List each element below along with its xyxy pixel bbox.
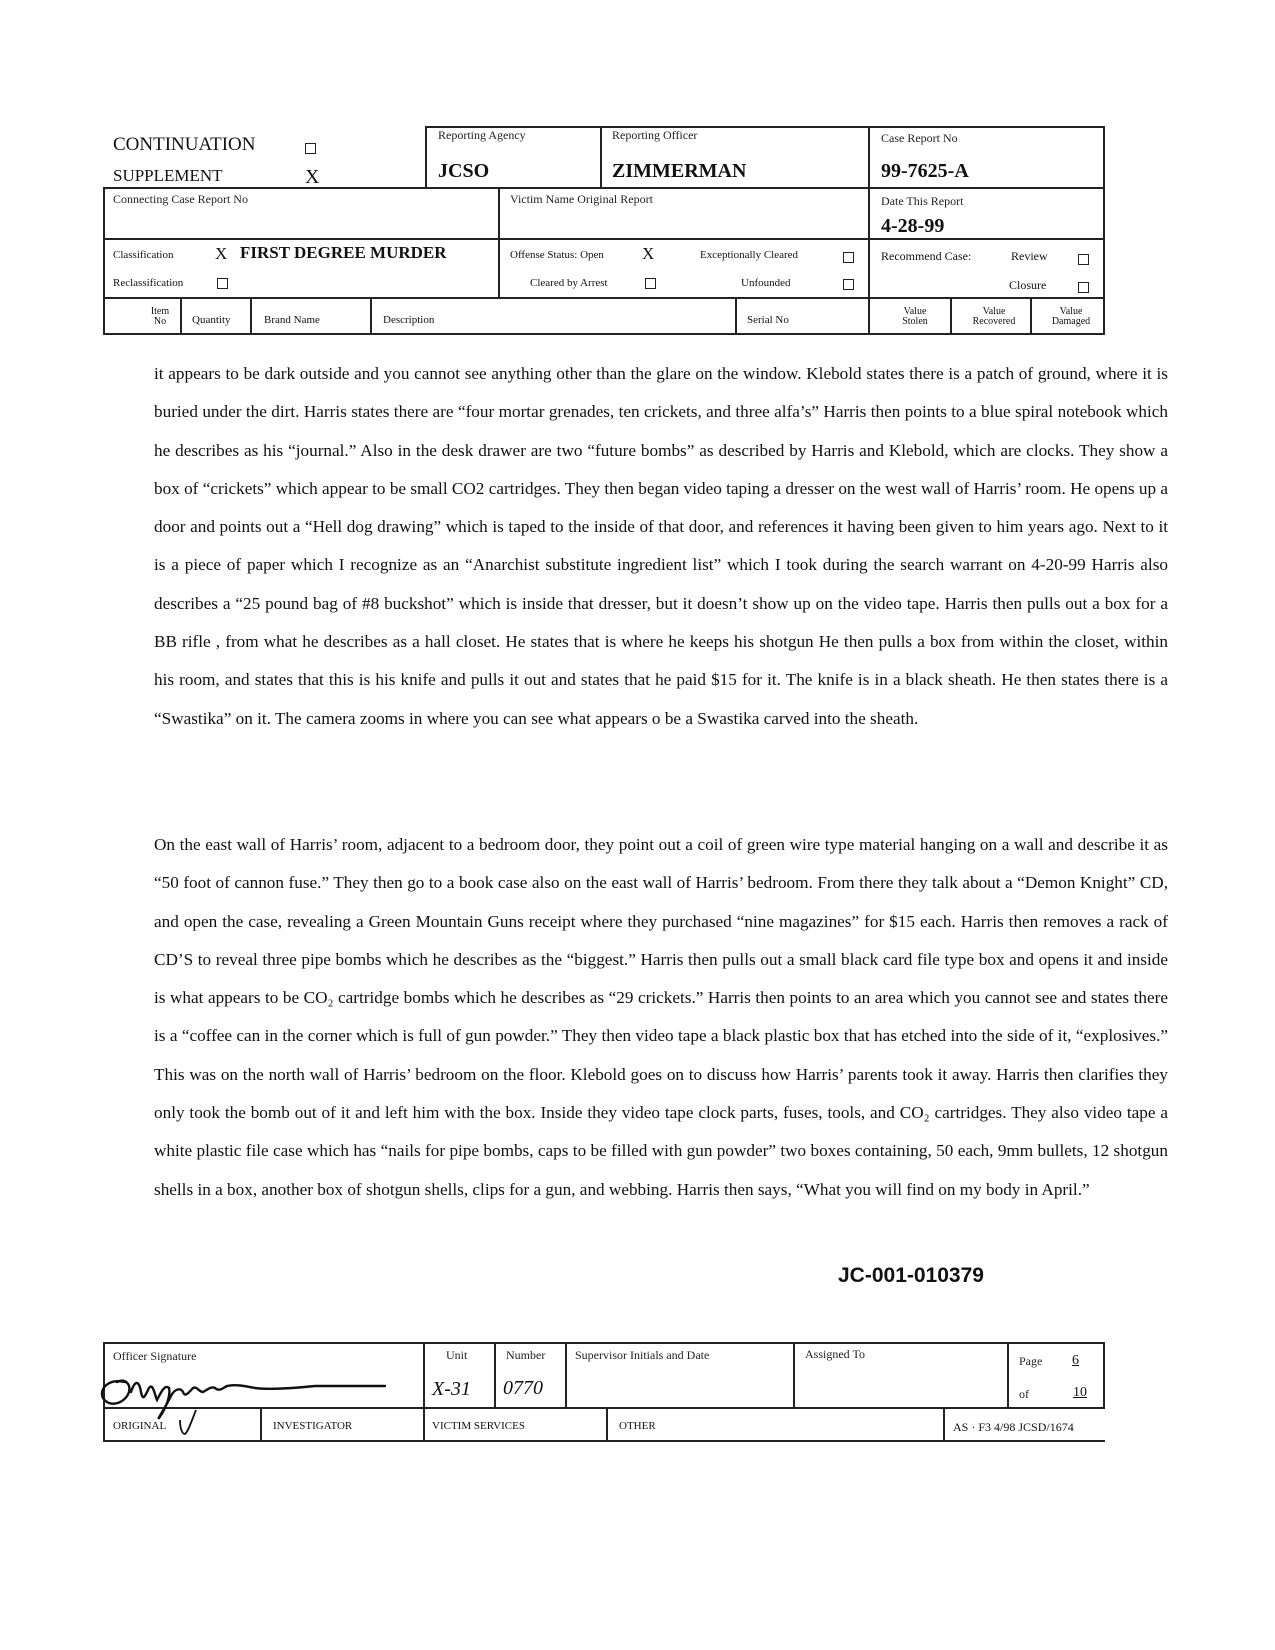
reclassification-checkbox[interactable]	[217, 276, 228, 294]
original-label: ORIGINAL	[113, 1420, 167, 1432]
date-this-report-value: 4-28-99	[881, 215, 945, 237]
review-label: Review	[1011, 249, 1048, 263]
reclassification-label: Reclassification	[113, 277, 184, 289]
continuation-checkbox[interactable]	[305, 141, 316, 159]
review-checkbox[interactable]	[1078, 252, 1089, 270]
cleared-by-arrest-label: Cleared by Arrest	[530, 277, 608, 289]
other-label: OTHER	[619, 1420, 656, 1432]
supervisor-initials-label: Supervisor Initials and Date	[575, 1348, 710, 1362]
classification-label: Classification	[113, 249, 174, 261]
supplement-checkbox-mark[interactable]: X	[305, 166, 320, 188]
narrative-paragraph-1: it appears to be dark outside and you cannot see anything other than the glare on the window. Klebold states there is a patch of ground, where it is buried under the dirt. Harris states there are “four mortar grenades, ten crickets, and three alfa’s” Harris then points to a blue spiral notebook which he describes as his “journal.” Also in the desk drawer are two “future bombs” as described by Harris and Klebold, which are clocks. They show a box of “crickets” which appear to be small CO2 cartridges. They then began video taping a dresser on the west wall of Harris’ room. He opens up a door and points out a “Hell dog drawing” which is taped to the inside of that door, and references it having been given to him years ago. Next to it is a piece of paper which I recognize as an “Anarchist substitute ingredient list” which I took during the search warrant on 4-20-99 Harris also describes a “25 pound bag of #8 buckshot” which is inside that dresser, but it doesn’t show up on the video tape. Harris then pulls out a box for a BB rifle , from what he describes as a hall closet. He states that is where he keeps his shotgun He then pulls a box from within the closet, within his room, and states that this is his knife and pulls it out and states that he paid $15 for it. The knife is in a black sheath. He then states there is a “Swastika” on it. The camera zooms in where you can see what appears o be a Swastika carved into the sheath.	[154, 364, 1168, 728]
number-value: 0770	[503, 1377, 543, 1399]
col-brand-name: Brand Name	[264, 314, 320, 326]
recommend-case-label: Recommend Case:	[881, 249, 972, 263]
closure-label: Closure	[1009, 278, 1047, 292]
supplement-label: SUPPLEMENT	[113, 166, 223, 185]
case-report-no-value: 99-7625-A	[881, 160, 969, 182]
number-label: Number	[506, 1348, 546, 1362]
officer-signature-image	[95, 1362, 395, 1422]
col-value-stolen: Value Stolen	[902, 306, 928, 327]
exceptionally-cleared-checkbox[interactable]	[843, 250, 854, 268]
narrative-paragraph-2: On the east wall of Harris’ room, adjacent to a bedroom door, they point out a coil of green wire type material hanging on a wall and describe it as “50 foot of cannon fuse.” They then go to a book case also on the east wall of Harris’ bedroom. From there they talk about a “Demon Knight” CD, and open the case, revealing a Green Mountain Guns receipt where they purchased “nine magazines” for $15 each. Harris then removes a rack of CD’S to reveal three pipe bombs which he describes as the “biggest.” Harris then pulls out a small black card file type box and opens it and inside is what appears to be CO₂ cartridge bombs which he describes as “29 crickets.” Harris then points to an area which you cannot see and states there is a “coffee can in the corner which is full of gun powder.” They then video tape a black plastic box that has etched into the side of it, “explosives.” This was on the north wall of Harris’ bedroom on the floor. Klebold goes on to discuss how Harris’ parents took it away. Harris then clarifies they only took the bomb out of it and left him with the box. Inside they video tape clock parts, fuses, tools, and CO₂ cartridges. They also video tape a white plastic file case which has “nails for pipe bombs, caps to be filled with gun powder” two boxes containing, 50 each, 9mm bullets, 12 shotgun shells in a box, another box of shotgun shells, clips for a gun, and webbing. Harris then says, “What you will find on my body in April.”	[154, 835, 1168, 1199]
reporting-agency-label: Reporting Agency	[438, 128, 526, 142]
of-label: of	[1019, 1387, 1029, 1401]
reporting-officer-label: Reporting Officer	[612, 128, 698, 142]
page-value: 6	[1072, 1353, 1079, 1368]
unfounded-label: Unfounded	[741, 277, 791, 289]
classification-mark[interactable]: X	[215, 244, 228, 263]
unit-value: X-31	[432, 1378, 471, 1400]
col-value-recovered: Value Recovered	[972, 306, 1016, 327]
unit-label: Unit	[446, 1348, 468, 1362]
form-number: AS · F3 4/98 JCSD/1674	[953, 1420, 1074, 1434]
col-item-no: Item No	[150, 306, 170, 327]
closure-checkbox[interactable]	[1078, 280, 1089, 298]
unfounded-checkbox[interactable]	[843, 277, 854, 295]
continuation-label: CONTINUATION	[113, 134, 256, 155]
classification-value: FIRST DEGREE MURDER	[240, 243, 447, 262]
bates-number: JC-001-010379	[838, 1264, 984, 1287]
offense-status-open-mark[interactable]: X	[642, 244, 655, 263]
investigator-label: INVESTIGATOR	[273, 1420, 353, 1432]
date-this-report-label: Date This Report	[881, 194, 964, 208]
col-quantity: Quantity	[192, 314, 231, 326]
victim-name-label: Victim Name Original Report	[510, 192, 653, 206]
officer-signature-label: Officer Signature	[113, 1349, 197, 1363]
cleared-by-arrest-checkbox[interactable]	[645, 276, 656, 294]
offense-status-label: Offense Status: Open	[510, 249, 604, 261]
col-serial-no: Serial No	[747, 314, 789, 326]
col-description: Description	[383, 314, 435, 326]
col-value-damaged: Value Damaged	[1051, 306, 1091, 327]
original-check-mark	[176, 1408, 198, 1438]
reporting-officer-value: ZIMMERMAN	[612, 160, 747, 182]
connecting-case-label: Connecting Case Report No	[113, 192, 248, 206]
assigned-to-label: Assigned To	[805, 1347, 865, 1361]
case-report-no-label: Case Report No	[881, 131, 958, 145]
page-label: Page	[1019, 1354, 1043, 1368]
of-value: 10	[1073, 1385, 1087, 1400]
reporting-agency-value: JCSO	[438, 160, 490, 182]
exceptionally-cleared-label: Exceptionally Cleared	[700, 249, 799, 261]
victim-services-label: VICTIM SERVICES	[432, 1420, 525, 1432]
